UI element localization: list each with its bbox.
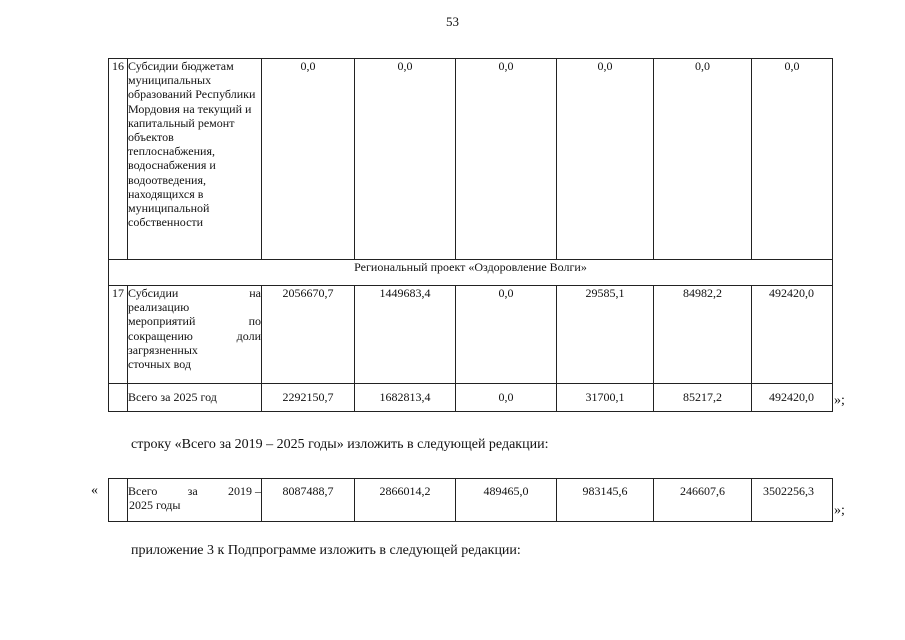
value-cell: 492420,0 <box>752 286 833 384</box>
row-name: Субсидии бюджетам муниципальных образований Республики Мордовия на текущий и капитальный ремонт объектов теплоснабжения, водоснабжения и водоотведения, находящихся в муниципальной собственности <box>128 59 262 260</box>
value-cell: 1682813,4 <box>355 384 456 412</box>
table-row-total <box>109 384 833 412</box>
value-cell: 0,0 <box>262 59 355 260</box>
value-cell: 246607,6 <box>654 479 752 522</box>
closing-quote: »; <box>834 393 845 408</box>
table-row-16 <box>109 59 833 260</box>
name-word: доли <box>236 328 261 343</box>
value-cell: 8087488,7 <box>262 479 355 522</box>
budget-table-2025 <box>108 58 833 412</box>
name-word: сокращению <box>128 328 193 343</box>
value-cell: 2056670,7 <box>262 286 355 384</box>
row-index <box>109 479 128 522</box>
value-cell: 2292150,7 <box>262 384 355 412</box>
value-cell: 31700,1 <box>557 384 654 412</box>
paragraph-appendix-3: приложение 3 к Подпрограмме изложить в следующей редакции: <box>131 543 521 558</box>
row-index: 16 <box>109 59 128 260</box>
table-row-17 <box>109 286 833 384</box>
name-word: мероприятий <box>128 314 196 329</box>
value-cell: 0,0 <box>355 59 456 260</box>
row-index <box>109 384 128 412</box>
value-cell: 0,0 <box>456 286 557 384</box>
value-cell: 29585,1 <box>557 286 654 384</box>
name-word: Всего <box>128 484 158 498</box>
value-cell: 492420,0 <box>752 384 833 412</box>
name-line: сточных вод <box>128 357 191 372</box>
row-index: 17 <box>109 286 128 384</box>
name-word: Субсидии <box>128 286 179 300</box>
value-cell: 85217,2 <box>654 384 752 412</box>
value-cell: 2866014,2 <box>355 479 456 522</box>
name-word: по <box>248 314 261 329</box>
paragraph-total-2019-2025: строку «Всего за 2019 – 2025 годы» изложить в следующей редакции: <box>131 437 549 452</box>
section-row <box>109 260 833 286</box>
row-name: Всего за 2025 год <box>128 384 262 412</box>
name-line: загрязненных <box>128 342 198 357</box>
value-cell: 0,0 <box>456 59 557 260</box>
name-word: за <box>187 484 198 498</box>
name-line: реализацию <box>128 300 190 315</box>
section-title: Региональный проект «Оздоровление Волги» <box>109 260 833 286</box>
value-cell: 489465,0 <box>456 479 557 522</box>
opening-quote: « <box>91 483 98 498</box>
value-cell: 0,0 <box>557 59 654 260</box>
value-cell: 1449683,4 <box>355 286 456 384</box>
name-word: 2019 – <box>227 484 261 498</box>
name-word: на <box>249 286 261 300</box>
value-cell: 983145,6 <box>557 479 654 522</box>
name-line: 2025 годы <box>129 498 181 513</box>
value-cell: 0,0 <box>456 384 557 412</box>
row-name <box>128 286 262 384</box>
value-cell: 3502256,3 <box>752 479 833 522</box>
budget-table-2019-2025 <box>108 478 833 522</box>
table-row-total-2019-2025 <box>109 479 833 522</box>
page-number: 53 <box>446 14 459 29</box>
value-cell: 0,0 <box>654 59 752 260</box>
closing-quote: »; <box>834 503 845 518</box>
row-name <box>128 479 262 522</box>
value-cell: 0,0 <box>752 59 833 260</box>
value-cell: 84982,2 <box>654 286 752 384</box>
